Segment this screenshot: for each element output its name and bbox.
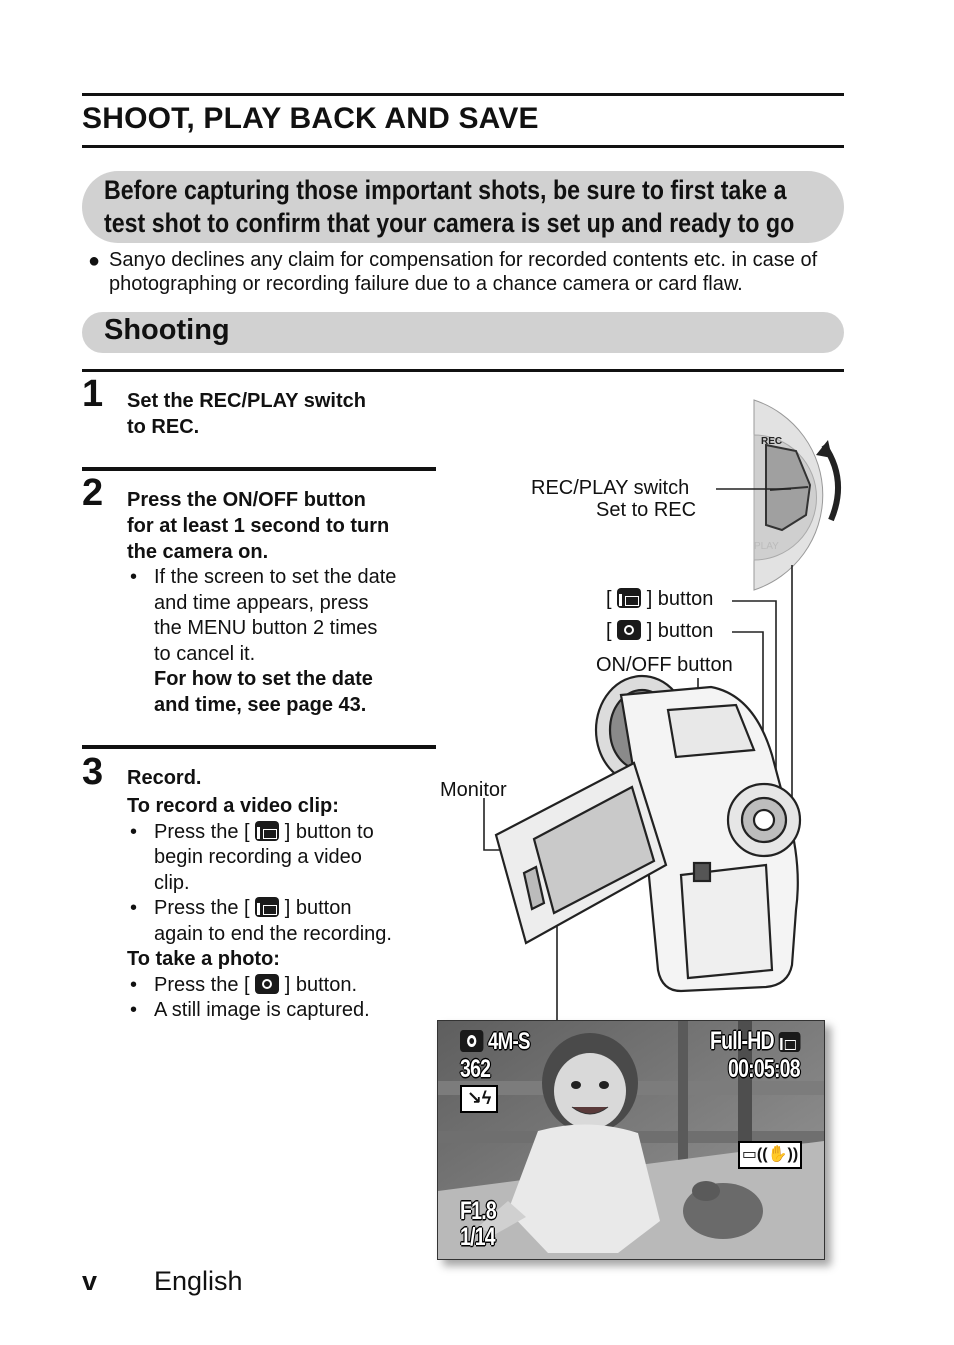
bullet-line: and time appears, press: [154, 591, 369, 614]
camcorder-body: [496, 676, 800, 991]
photo-button-label: [606, 619, 713, 643]
photo-bullet-2: [127, 998, 427, 1024]
text-fragment: ] button to: [284, 820, 374, 843]
photo-button-icon: [617, 620, 641, 640]
page-title: SHOOT, PLAY BACK AND SAVE: [82, 102, 539, 135]
bullet-line: clip.: [154, 871, 190, 894]
text-fragment: ] button.: [284, 973, 358, 996]
text-fragment: ] button: [646, 620, 714, 642]
step-2-heading: [127, 487, 389, 565]
step-2-body: [127, 565, 427, 718]
step-1-heading-line: Set the REC/PLAY switch: [127, 390, 366, 412]
osd-video-icon: [779, 1032, 801, 1052]
step-2-number: 2: [82, 472, 104, 514]
page-number: v: [82, 1266, 98, 1296]
step-1-number: 1: [82, 373, 104, 415]
step-2-heading-line: for at least 1 second to turn: [127, 515, 390, 537]
osd-top-right: [710, 1027, 800, 1056]
flash-off-icon: ↘ϟ: [460, 1085, 498, 1113]
bullet-line: the MENU button 2 times: [154, 617, 378, 639]
mode-dial: [754, 400, 838, 590]
disclaimer-text: Sanyo declines any claim for compensation for recorded contents etc. in case of photographing or recording failure due to a chance camera or card flaw.: [109, 249, 818, 295]
bullet-line: to cancel it.: [154, 642, 256, 665]
bullet-line: If the screen to set the date: [154, 566, 397, 588]
bullet-line: begin recording a video: [154, 846, 362, 868]
top-rule: [82, 93, 844, 96]
text-fragment: [: [606, 588, 612, 610]
photo-subheading: To take a photo:: [127, 948, 280, 970]
bullet-dot-icon: •: [130, 897, 138, 919]
bullet-line: A still image is captured.: [154, 999, 370, 1021]
page-reference-line: For how to set the date: [154, 668, 373, 690]
dial-rec-label: REC: [761, 436, 783, 447]
osd-shutter: 1/14: [460, 1223, 495, 1251]
video-button-icon: [255, 821, 279, 841]
bullet-dot-icon: •: [130, 999, 138, 1021]
section-title: Shooting: [104, 314, 230, 346]
bullet-icon: ●: [88, 250, 101, 272]
osd-video-time: 00:05:08: [728, 1055, 800, 1083]
bullet-dot-icon: •: [130, 820, 138, 843]
text-fragment: Press the [: [154, 897, 250, 919]
step-2-rule: [82, 467, 436, 471]
video-bullet-2: [127, 896, 427, 947]
rec-play-switch-label: REC/PLAY switch: [531, 477, 690, 499]
video-subheading: To record a video clip:: [127, 795, 339, 817]
step-3-heading: Record.: [127, 767, 202, 789]
step-2-heading-line: the camera on.: [127, 541, 269, 563]
monitor-label: Monitor: [440, 779, 507, 801]
text-fragment: [: [606, 620, 612, 642]
osd-top-left: [460, 1027, 530, 1056]
step-1-heading-line: to REC.: [127, 416, 200, 438]
step-3-body: [127, 794, 427, 1024]
bullet-dot-icon: •: [130, 566, 138, 588]
bullet-dot-icon: •: [130, 973, 138, 996]
osd-video-mode: Full-HD: [710, 1027, 774, 1055]
title-rule: [82, 145, 844, 148]
step-2-bullet: [127, 565, 427, 718]
video-button-icon: [255, 897, 279, 917]
text-fragment: Press the [: [154, 820, 250, 843]
step-3-rule: [82, 745, 436, 749]
set-to-rec-label: Set to REC: [596, 499, 697, 521]
step-1-heading: [127, 388, 366, 440]
footer-language: English: [154, 1266, 243, 1296]
banner-line-2: test shot to confirm that your camera is set up and ready to go: [104, 208, 795, 238]
caution-banner-text: [104, 174, 795, 240]
step-3-number: 3: [82, 751, 104, 793]
page-reference-line: and time, see page 43.: [154, 693, 367, 716]
text-fragment: ] button: [284, 897, 352, 919]
video-button-label: [606, 587, 713, 611]
video-bullet-1: [127, 820, 427, 897]
bullet-line: again to end the recording.: [154, 922, 392, 945]
section-rule: [82, 369, 844, 372]
monitor-screen-photo: [437, 1020, 825, 1260]
text-fragment: Press the [: [154, 973, 250, 996]
dial-play-label: PLAY: [754, 541, 779, 552]
osd-shots-remaining: 362: [460, 1055, 491, 1083]
banner-line-1: Before capturing those important shots, be sure to first take a: [104, 175, 787, 205]
osd-aperture: F1.8: [460, 1197, 496, 1225]
photo-bullet-1: [127, 973, 427, 999]
video-button-icon: [617, 588, 641, 608]
photo-button-icon: [255, 974, 279, 994]
step-2-heading-line: Press the ON/OFF button: [127, 489, 366, 511]
stabilizer-hand-icon: ▭((✋)): [738, 1141, 802, 1169]
osd-photo-icon: [460, 1030, 483, 1052]
on-off-button-label: ON/OFF button: [596, 654, 733, 676]
text-fragment: ] button: [646, 588, 714, 610]
osd-resolution: 4M-S: [488, 1028, 530, 1055]
